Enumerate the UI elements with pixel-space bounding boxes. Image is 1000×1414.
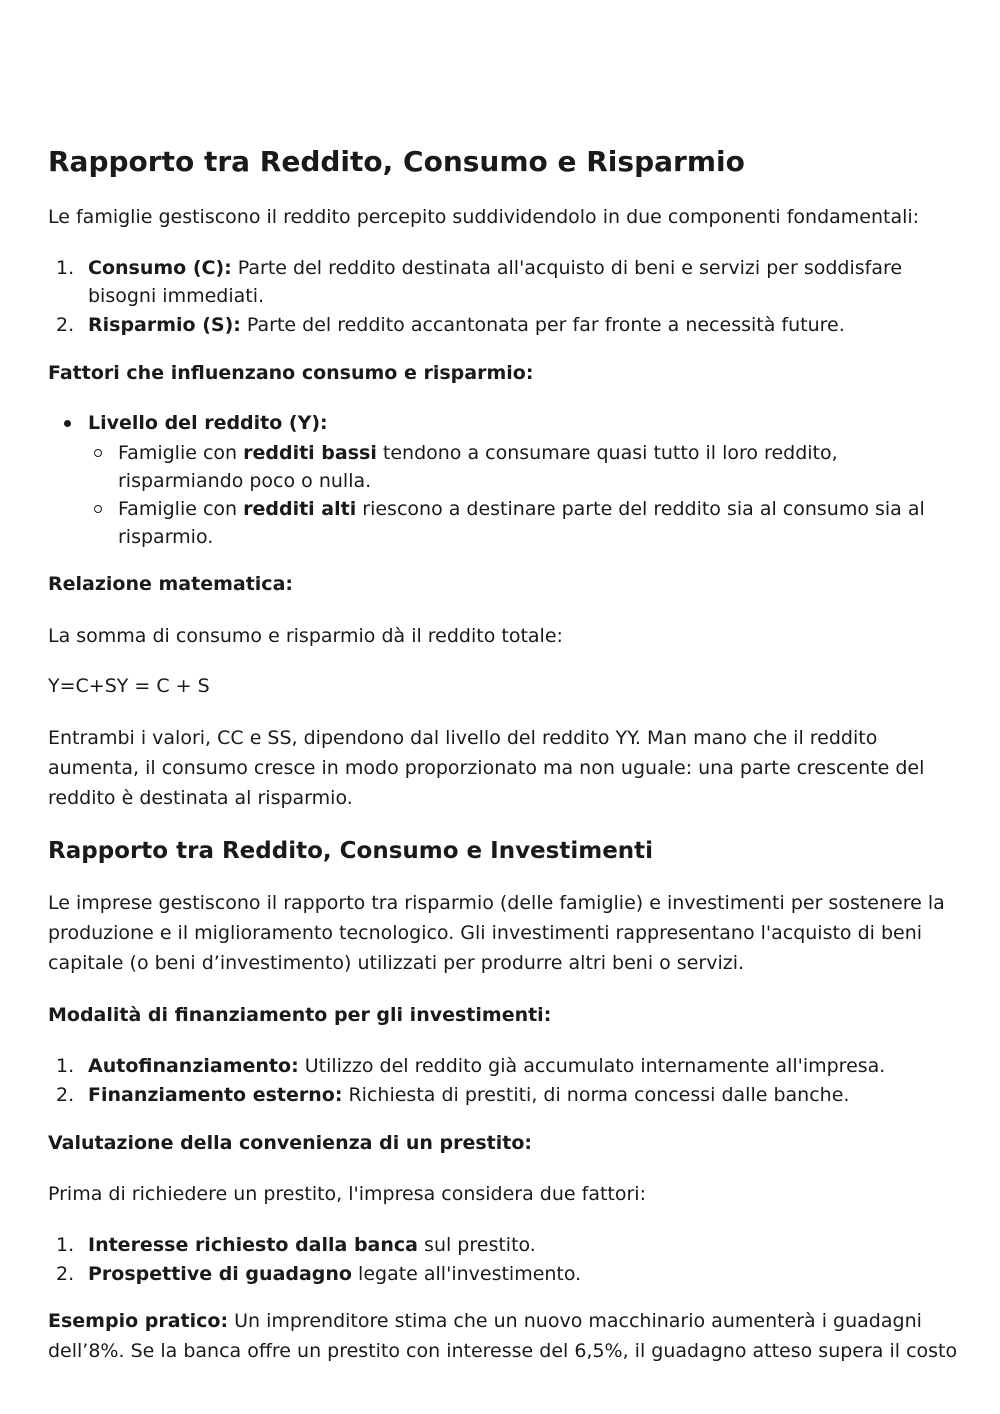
circle-bullet-icon xyxy=(94,505,102,513)
factors-list xyxy=(48,409,958,551)
term-risparmio: Risparmio (S): xyxy=(88,314,241,336)
example-text: Un imprenditore stima che un nuovo macchinario aumenterà i guadagni dell’8%. Se la banca offre un prestito con interesse del 6,5%, il guadagno atteso supera il costo xyxy=(48,1310,958,1362)
list-number: 2. xyxy=(56,314,75,336)
text-span: Famiglie con xyxy=(118,442,244,464)
example-label: Esempio pratico: xyxy=(48,1310,229,1332)
list-number: 1. xyxy=(56,257,75,279)
list-number: 2. xyxy=(56,1263,75,1285)
intro-paragraph: Le famiglie gestiscono il reddito percepito suddividendolo in due componenti fondamentali: xyxy=(48,206,920,228)
financing-list xyxy=(48,1052,958,1110)
section-intro: Le imprese gestiscono il rapporto tra risparmio (delle famiglie) e investimenti per sostenere la produzione e il miglioramento tecnologico. Gli investimenti rappresentano l'acquisto di beni capitale (o beni d’investimento) utilizzati per produrre altri beni o servizi. xyxy=(48,892,945,974)
list-number: 1. xyxy=(56,1055,75,1077)
list-item xyxy=(48,1231,958,1259)
factor-label: Livello del reddito (Y): xyxy=(88,412,328,434)
list-item xyxy=(88,439,958,495)
term-prospettive: Prospettive di guadagno xyxy=(88,1263,352,1285)
components-list xyxy=(48,254,958,340)
term-description: Parte del reddito destinata all'acquisto di beni e servizi per soddisfare bisogni immediati. xyxy=(88,257,903,307)
text-span: riescono a destinare parte del reddito sia al consumo sia al risparmio. xyxy=(118,498,925,548)
term-interesse: Interesse richiesto dalla banca xyxy=(88,1234,418,1256)
term-description: Parte del reddito accantonata per far fronte a necessità future. xyxy=(240,314,845,336)
term-consumo: Consumo (C): xyxy=(88,257,232,279)
list-item xyxy=(88,495,958,551)
financing-heading: Modalità di finanziamento per gli investimenti: xyxy=(48,1004,552,1026)
section-title: Rapporto tra Reddito, Consumo e Investimenti xyxy=(48,838,654,864)
loan-heading: Valutazione della convenienza di un prestito: xyxy=(48,1132,532,1154)
math-paragraph: Entrambi i valori, CC e SS, dipendono dal livello del reddito YY. Man mano che il reddito aumenta, il consumo cresce in modo proporzionato ma non uguale: una parte crescente del reddito è destinata al risparmio. xyxy=(48,727,925,809)
list-item xyxy=(48,311,958,339)
factors-heading: Fattori che influenzano consumo e risparmio: xyxy=(48,362,534,384)
term-description: Utilizzo del reddito già accumulato internamente all'impresa. xyxy=(298,1055,886,1077)
term-description: Richiesta di prestiti, di norma concessi dalle banche. xyxy=(342,1084,850,1106)
text-span: tendono a consumare quasi tutto il loro reddito, risparmiando poco o nulla. xyxy=(118,442,838,492)
term-autofinanziamento: Autofinanziamento: xyxy=(88,1055,299,1077)
list-number: 1. xyxy=(56,1234,75,1256)
list-item xyxy=(48,1260,958,1288)
list-item xyxy=(48,409,958,551)
math-intro: La somma di consumo e risparmio dà il reddito totale: xyxy=(48,625,563,647)
factor-sublist xyxy=(88,439,958,551)
formula: Y=C+SY = C + S xyxy=(48,675,210,697)
loan-factors-list xyxy=(48,1231,958,1289)
term-finanziamento-esterno: Finanziamento esterno: xyxy=(88,1084,343,1106)
page-title: Rapporto tra Reddito, Consumo e Risparmio xyxy=(48,145,745,178)
text-span: Famiglie con xyxy=(118,498,244,520)
list-item xyxy=(48,254,958,310)
term-description: sul prestito. xyxy=(418,1234,536,1256)
term-description: legate all'investimento. xyxy=(352,1263,582,1285)
list-item xyxy=(48,1052,958,1080)
emphasis: redditi alti xyxy=(243,498,357,520)
list-number: 2. xyxy=(56,1084,75,1106)
bullet-icon xyxy=(64,420,71,427)
math-heading: Relazione matematica: xyxy=(48,573,293,595)
loan-intro: Prima di richiedere un prestito, l'impresa considera due fattori: xyxy=(48,1183,646,1205)
circle-bullet-icon xyxy=(94,449,102,457)
emphasis: redditi bassi xyxy=(243,442,377,464)
example-paragraph xyxy=(48,1306,958,1366)
list-item xyxy=(48,1081,958,1109)
